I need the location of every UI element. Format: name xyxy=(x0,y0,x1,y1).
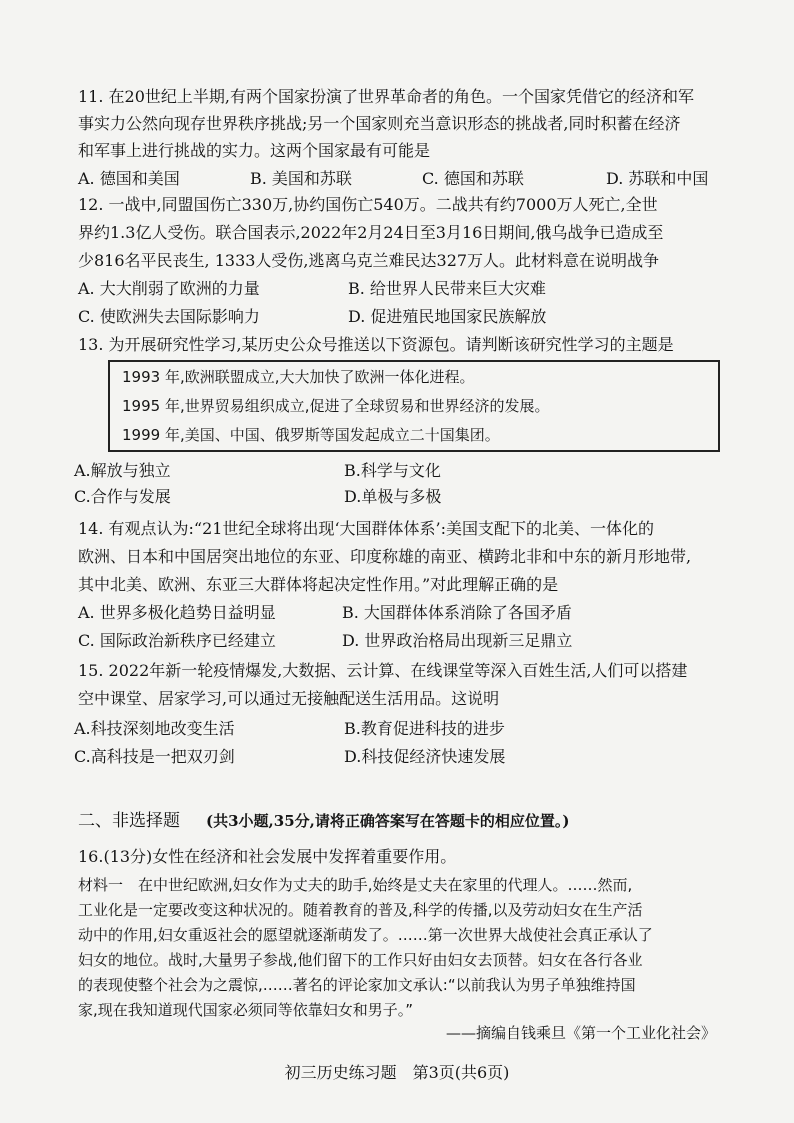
q16-material-line-6: 家,现在我知道现代国家必须同等依靠妇女和男子。” xyxy=(78,1001,414,1019)
q16-material-line-5: 的表现使整个社会为之震惊,……著名的评论家加文承认:“以前我认为男子单独维持国 xyxy=(78,976,636,994)
q16-source: ——摘编自钱乘旦《第一个工业化社会》 xyxy=(445,1024,716,1042)
q14-option-c: C. 国际政治新秩序已经建立 xyxy=(78,631,276,650)
q15-option-a: A.科技深刻地改变生活 xyxy=(74,719,235,738)
q11-option-d: D. 苏联和中国 xyxy=(606,169,709,188)
q13-line1: 13. 为开展研究性学习,某历史公众号推送以下资源包。请判断该研究性学习的主题是 xyxy=(78,335,674,354)
q13-option-c: C.合作与发展 xyxy=(74,487,171,506)
q13-box-item-1: 1993 年,欧洲联盟成立,大大加快了欧洲一体化进程。 xyxy=(122,368,475,386)
q12-option-c: C. 使欧洲失去国际影响力 xyxy=(78,307,260,326)
q15-line2: 空中课堂、居家学习,可以通过无接触配送生活用品。这说明 xyxy=(78,689,500,708)
q13-box-item-2: 1995 年,世界贸易组织成立,促进了全球贸易和世界经济的发展。 xyxy=(122,397,550,415)
q16-material-line-3: 动中的作用,妇女重返社会的愿望就逐渐萌发了。……第一次世界大战使社会真正承认了 xyxy=(78,926,653,944)
q11-option-a: A. 德国和美国 xyxy=(78,169,180,188)
section-2-heading xyxy=(78,806,569,831)
q11-line3: 和军事上进行挑战的实力。这两个国家最有可能是 xyxy=(78,141,431,160)
q14-line3: 其中北美、欧洲、东亚三大群体将起决定性作用。”对此理解正确的是 xyxy=(78,575,559,594)
q14-line2: 欧洲、日本和中国居突出地位的东亚、印度称雄的南亚、横跨北非和中东的新月形地带, xyxy=(78,547,692,566)
q13-box-item-3: 1999 年,美国、中国、俄罗斯等国发起成立二十国集团。 xyxy=(122,426,500,444)
section-2-hint: (共3小题,35分,请将正确答案写在答题卡的相应位置。) xyxy=(206,812,570,830)
q16-material-line-2: 工业化是一定要改变这种状况的。随着教育的普及,科学的传播,以及劳动妇女在生产活 xyxy=(78,901,643,919)
q13-option-a: A.解放与独立 xyxy=(74,461,171,480)
q15-option-c: C.高科技是一把双刃剑 xyxy=(74,747,235,766)
q11-line2: 事实力公然向现存世界秩序挑战;另一个国家则充当意识形态的挑战者,同时积蓄在经济 xyxy=(78,114,681,133)
q12-line2: 界约1.3亿人受伤。联合国表示,2022年2月24日至3月16日期间,俄乌战争已造成至 xyxy=(78,223,664,242)
q14-option-a: A. 世界多极化趋势日益明显 xyxy=(78,603,276,622)
q15-line1: 15. 2022年新一轮疫情爆发,大数据、云计算、在线课堂等深入百姓生活,人们可以搭建 xyxy=(78,661,688,680)
q11-line1: 11. 在20世纪上半期,有两个国家扮演了世界革命者的角色。一个国家凭借它的经济和军 xyxy=(78,87,694,106)
section-2-title: 二、非选择题 xyxy=(78,811,180,831)
q12-option-a: A. 大大削弱了欧洲的力量 xyxy=(78,279,260,298)
q12-line1: 12. 一战中,同盟国伤亡330万,协约国伤亡540万。二战共有约7000万人死亡,全世 xyxy=(78,195,658,214)
page-footer: 初三历史练习题 第3页(共6页) xyxy=(284,1063,510,1082)
q13-option-d: D.单极与多极 xyxy=(344,487,442,506)
q12-option-d: D. 促进殖民地国家民族解放 xyxy=(348,307,547,326)
q12-line3: 少816名平民丧生, 1333人受伤,逃离乌克兰难民达327万人。此材料意在说明战争 xyxy=(78,251,660,270)
q16-material-line-1: 材料一 在中世纪欧洲,妇女作为丈夫的助手,始终是丈夫在家里的代理人。……然而, xyxy=(78,876,633,894)
q12-option-b: B. 给世界人民带来巨大灾难 xyxy=(348,279,546,298)
q16-line1: 16.(13分)女性在经济和社会发展中发挥着重要作用。 xyxy=(78,847,457,866)
q11-option-c: C. 德国和苏联 xyxy=(422,169,524,188)
q13-option-b: B.科学与文化 xyxy=(344,461,441,480)
q13-resource-box xyxy=(108,360,720,452)
q15-option-b: B.教育促进科技的进步 xyxy=(344,719,505,738)
q14-line1: 14. 有观点认为:“21世纪全球将出现‘大国群体体系’:美国支配下的北美、一体化的 xyxy=(78,519,655,538)
q15-option-d: D.科技促经济快速发展 xyxy=(344,747,506,766)
q14-option-d: D. 世界政治格局出现新三足鼎立 xyxy=(342,631,573,650)
q14-option-b: B. 大国群体体系消除了各国矛盾 xyxy=(342,603,572,622)
q16-material-line-4: 妇女的地位。战时,大量男子参战,他们留下的工作只好由妇女去顶替。妇女在各行各业 xyxy=(78,951,643,969)
q11-option-b: B. 美国和苏联 xyxy=(250,169,352,188)
